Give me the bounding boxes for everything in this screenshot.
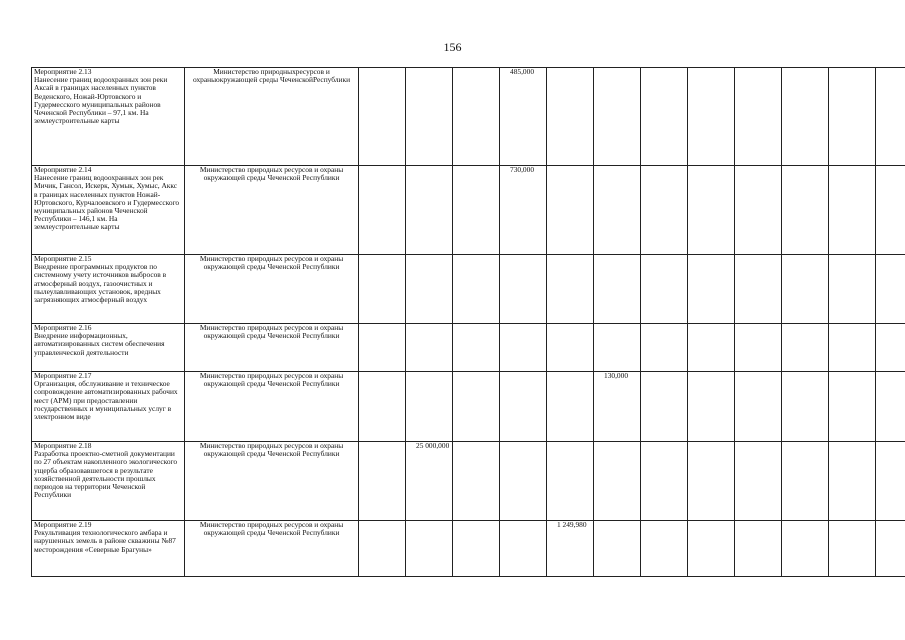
funding-cell [829,442,876,521]
funding-cell [829,166,876,255]
measure-cell [32,372,185,442]
measure-description: Внедрение программных продуктов по системному учету источников выбросов в атмосферный воздух, газоочистных и пылеулавливающих установок, вредных загрязняющих атмосферный воздух [34,262,167,305]
funding-cell [688,255,735,324]
funding-cell [876,255,905,324]
funding-cell [876,372,905,442]
funding-cell [641,255,688,324]
funding-cell [688,372,735,442]
table-body [32,68,905,577]
funding-cell [359,255,406,324]
funding-cell [829,521,876,577]
funding-value: 25 000,000 [416,441,450,450]
funding-cell [735,442,782,521]
funding-cell [876,166,905,255]
funding-cell [641,521,688,577]
funding-cell [782,372,829,442]
measure-title: Мероприятие 2.13 [34,67,92,76]
funding-cell [453,255,500,324]
executor-cell: Министерство природных ресурсов и охраны окружающей среды Чеченской Республики [185,324,359,372]
funding-cell [594,442,641,521]
funding-value: 1 249,980 [557,520,587,529]
funding-value: 730,000 [510,165,535,174]
funding-cell [500,521,547,577]
funding-cell [500,442,547,521]
funding-cell [500,372,547,442]
funding-cell [735,372,782,442]
measures-table [31,67,905,577]
measure-description: Рекультивация технологического амбара и нарушенных земель в районе скважины №87 месторождения «Северные Брагуны» [34,528,176,554]
measure-description: Нанесение границ водоохранных зон рек Мичик, Гансол, Искерк, Хумык, Хумыс, Аккс в границах населенных пунктов Ножай-Юртовского, Курчалоевского и Гудермесского муниципальных районов Чеченской Республики – 146,1 км. На землеустроительные карты [34,173,180,232]
funding-cell [782,68,829,166]
measure-title: Мероприятие 2.16 [34,323,92,332]
funding-cell [876,442,905,521]
measure-cell [32,255,185,324]
funding-cell [500,166,547,255]
funding-cell [359,324,406,372]
funding-cell [547,521,594,577]
table-row [32,521,905,577]
funding-cell [641,68,688,166]
funding-cell [547,68,594,166]
funding-cell [641,442,688,521]
table-row [32,324,905,372]
executor-cell: Министерство природныхресурсов и охраныокружающей среды ЧеченскойРеспублики [185,68,359,166]
measure-description: Организация, обслуживание и техническое сопровождение автоматизированных рабочих мест (АРМ) при предоставлении государственных и муниципальных услуг в электронном виде [34,379,178,422]
funding-cell [453,521,500,577]
measure-cell [32,324,185,372]
funding-cell [782,442,829,521]
funding-cell [829,68,876,166]
funding-cell [594,521,641,577]
funding-value: 130,000 [604,371,629,380]
measure-cell [32,68,185,166]
funding-cell [359,166,406,255]
funding-cell [547,372,594,442]
page-number: 156 [443,40,462,54]
measure-title: Мероприятие 2.19 [34,520,92,529]
funding-cell [547,166,594,255]
funding-cell [782,255,829,324]
executor-cell: Министерство природных ресурсов и охраны окружающей среды Чеченской Республики [185,372,359,442]
funding-cell [735,68,782,166]
funding-cell [829,255,876,324]
table-row [32,68,905,166]
funding-cell [735,166,782,255]
measure-title: Мероприятие 2.17 [34,371,92,380]
funding-cell [453,324,500,372]
funding-cell [594,372,641,442]
table-row [32,442,905,521]
funding-cell [406,372,453,442]
funding-cell [641,372,688,442]
funding-cell [406,324,453,372]
funding-cell [876,324,905,372]
funding-cell [876,68,905,166]
funding-cell [453,372,500,442]
funding-cell [547,442,594,521]
measure-title: Мероприятие 2.15 [34,254,92,263]
funding-cell [688,442,735,521]
executor-cell: Министерство природных ресурсов и охраны окружающей среды Чеченской Республики [185,442,359,521]
measure-cell [32,521,185,577]
funding-cell [359,68,406,166]
funding-cell [406,521,453,577]
table-row [32,166,905,255]
funding-cell [547,255,594,324]
funding-cell [782,324,829,372]
funding-cell [547,324,594,372]
funding-cell [735,521,782,577]
funding-cell [359,372,406,442]
executor-cell: Министерство природных ресурсов и охраны окружающей среды Чеченской Республики [185,521,359,577]
funding-cell [688,521,735,577]
funding-cell [735,324,782,372]
measure-title: Мероприятие 2.14 [34,165,92,174]
funding-cell [735,255,782,324]
funding-cell [453,442,500,521]
funding-cell [829,372,876,442]
funding-cell [406,68,453,166]
table-row [32,372,905,442]
funding-cell [688,68,735,166]
table-row [32,255,905,324]
funding-cell [641,324,688,372]
funding-cell [406,255,453,324]
funding-cell [500,324,547,372]
funding-cell [876,521,905,577]
funding-cell [594,166,641,255]
funding-cell [500,255,547,324]
executor-cell: Министерство природных ресурсов и охраны окружающей среды Чеченской Республики [185,166,359,255]
funding-cell [594,324,641,372]
funding-cell [453,166,500,255]
funding-cell [782,521,829,577]
funding-cell [688,166,735,255]
funding-cell [594,68,641,166]
measure-description: Нанесение границ водоохранных зон реки Аксай в границах населенных пунктов Веденского, Ножай-Юртовского и Гудермесского муниципальных районов Чеченской Республики – 97,1 км. На землеустроительные карты [34,75,168,126]
funding-cell [359,442,406,521]
funding-cell [829,324,876,372]
funding-cell [641,166,688,255]
funding-cell [688,324,735,372]
funding-cell [453,68,500,166]
funding-cell [782,166,829,255]
executor-cell: Министерство природных ресурсов и охраны окружающей среды Чеченской Республики [185,255,359,324]
funding-cell [359,521,406,577]
funding-cell [406,442,453,521]
measure-cell [32,166,185,255]
funding-cell [594,255,641,324]
measure-cell [32,442,185,521]
funding-cell [406,166,453,255]
measure-description: Внедрение информационных, автоматизированных систем обеспечения управленческой деятельности [34,331,165,357]
measure-title: Мероприятие 2.18 [34,441,92,450]
measure-description: Разработка проектно-сметной документации по 27 объектам накопленного экологического ущерба образовавшегося в результате хозяйственной деятельности прошлых периодов на территории Чеченской Республики [34,449,178,500]
funding-value: 485,000 [510,67,535,76]
funding-cell [500,68,547,166]
